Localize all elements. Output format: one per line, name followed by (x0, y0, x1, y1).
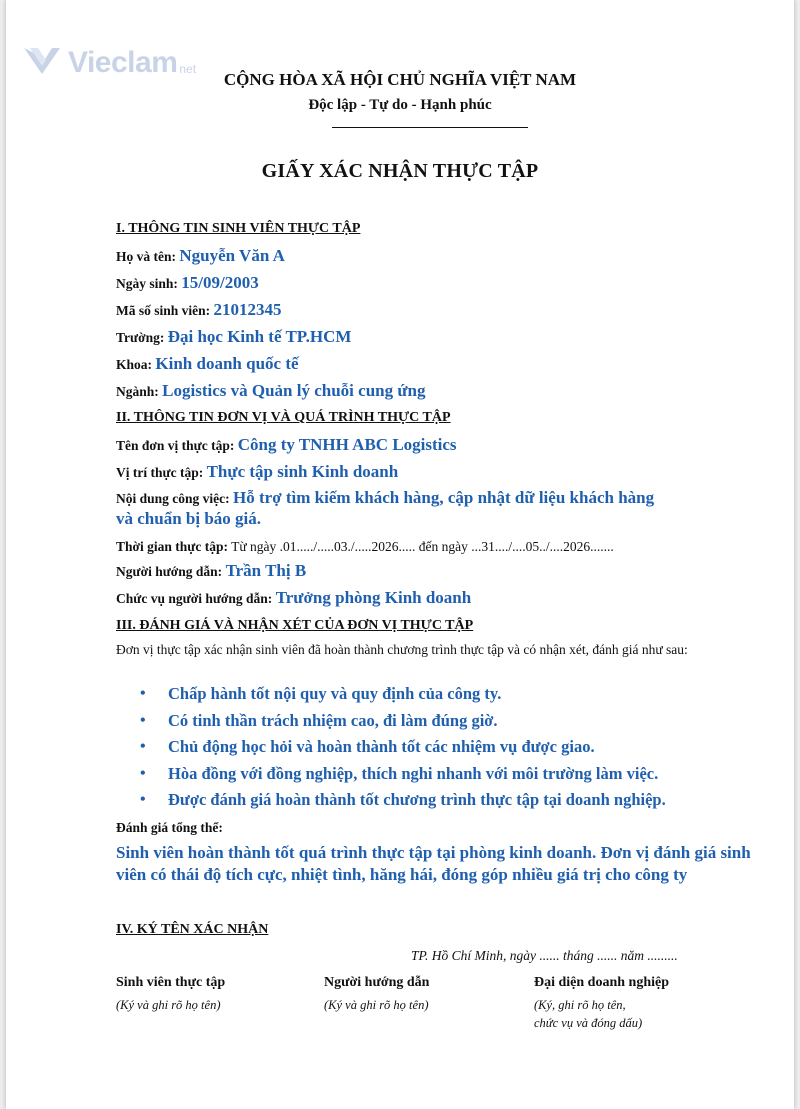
field-school (116, 327, 351, 347)
field-value: Hỗ trợ tìm kiếm khách hàng, cập nhật dữ liệu khách hàng (233, 488, 655, 507)
watermark-brand: Vieclam (68, 46, 178, 79)
evaluation-item: • Chấp hành tốt nội quy và quy định của công ty. (140, 681, 666, 708)
field-label: Thời gian thực tập: (116, 539, 228, 554)
field-label: Khoa: (116, 357, 153, 372)
field-birth-date (116, 273, 259, 293)
evaluation-item: • Hòa đồng với đồng nghiệp, thích nghi nhanh với môi trường làm việc. (140, 761, 666, 788)
document-title: GIẤY XÁC NHẬN THỰC TẬP (261, 160, 539, 182)
signer-company-title: Đại diện doanh nghiệp (534, 975, 669, 990)
field-position (116, 462, 398, 482)
field-internship-period (116, 539, 614, 555)
field-value: Trưởng phòng Kinh doanh (275, 588, 472, 607)
field-label: Vị trí thực tập: (116, 465, 204, 480)
watermark-suffix: net (179, 62, 197, 76)
overall-label (116, 820, 223, 836)
field-faculty (116, 354, 299, 374)
field-work-content (116, 488, 654, 508)
field-unit (116, 435, 457, 455)
field-label: Mã số sinh viên: (116, 303, 211, 318)
field-work-content-continued: và chuẩn bị báo giá. (116, 509, 262, 528)
field-mentor (116, 561, 306, 581)
field-value: 21012345 (213, 300, 282, 319)
field-value: 15/09/2003 (181, 273, 259, 292)
field-value: Logistics và Quản lý chuỗi cung ứng (162, 381, 426, 400)
field-full-name (116, 246, 285, 266)
signer-company-note-line1: (Ký, ghi rõ họ tên, (534, 998, 626, 1012)
overall-label-text: Đánh giá tổng thể: (116, 820, 223, 835)
field-label: Chức vụ người hướng dẫn: (116, 591, 273, 606)
field-value: Từ ngày .01...../.....03./.....2026..... đến ngày ...31..../....05../....2026....... (231, 539, 614, 554)
field-label: Ngành: (116, 384, 159, 399)
field-label: Tên đơn vị thực tập: (116, 438, 235, 453)
evaluation-item: • Có tinh thần trách nhiệm cao, đi làm đúng giờ. (140, 708, 666, 735)
evaluation-item: • Được đánh giá hoàn thành tốt chương trình thực tập tại doanh nghiệp. (140, 787, 666, 814)
field-value: Nguyễn Văn A (179, 246, 285, 265)
section-4-heading: IV. KÝ TÊN XÁC NHẬN (116, 922, 269, 937)
signer-company-note-line2: chức vụ và đóng dấu) (534, 1016, 643, 1030)
motto: Độc lập - Tự do - Hạnh phúc (308, 97, 492, 113)
signer-student-title: Sinh viên thực tập (116, 975, 226, 990)
signer-student-note: (Ký và ghi rõ họ tên) (116, 998, 221, 1012)
field-label: Họ và tên: (116, 249, 176, 264)
field-value: Đại học Kinh tế TP.HCM (167, 327, 352, 346)
signer-mentor-title: Người hướng dẫn (324, 975, 430, 990)
field-value: Công ty TNHH ABC Logistics (237, 435, 457, 454)
signer-mentor-note: (Ký và ghi rõ họ tên) (324, 998, 429, 1012)
section-1-heading: I. THÔNG TIN SINH VIÊN THỰC TẬP (116, 221, 361, 236)
field-student-id (116, 300, 282, 320)
field-label: Nội dung công việc: (116, 491, 230, 506)
overall-evaluation: Sinh viên hoàn thành tốt quá trình thực tập tại phòng kinh doanh. Đơn vị đánh giá sinh viên có thái độ tích cực, nhiệt tình, hăng hái, đóng góp nhiều giá trị cho công ty (116, 843, 751, 884)
field-major (116, 381, 426, 401)
field-value: Thực tập sinh Kinh doanh (206, 462, 399, 481)
evaluation-list (140, 681, 666, 814)
field-value: Trần Thị B (225, 561, 307, 580)
evaluation-item: • Chủ động học hỏi và hoàn thành tốt các nhiệm vụ được giao. (140, 734, 666, 761)
field-label: Ngày sinh: (116, 276, 178, 291)
field-mentor-title (116, 588, 471, 608)
place-date: TP. Hồ Chí Minh, ngày ...... tháng ...... năm ......... (411, 948, 678, 963)
section-3-heading: III. ĐÁNH GIÁ VÀ NHẬN XÉT CỦA ĐƠN VỊ THỰC TẬP (116, 618, 474, 633)
evaluation-intro: Đơn vị thực tập xác nhận sinh viên đã hoàn thành chương trình thực tập và có nhận xét, đánh giá như sau: (116, 642, 688, 657)
section-2-heading: II. THÔNG TIN ĐƠN VỊ VÀ QUÁ TRÌNH THỰC TẬP (116, 410, 451, 425)
field-label: Trường: (116, 330, 165, 345)
field-label: Người hướng dẫn: (116, 564, 223, 579)
nation-heading: CỘNG HÒA XÃ HỘI CHỦ NGHĨA VIỆT NAM (223, 70, 577, 89)
signer-company-note (534, 996, 642, 1032)
document-page (6, 0, 794, 1109)
field-value: Kinh doanh quốc tế (155, 354, 299, 373)
header-divider (332, 127, 528, 128)
